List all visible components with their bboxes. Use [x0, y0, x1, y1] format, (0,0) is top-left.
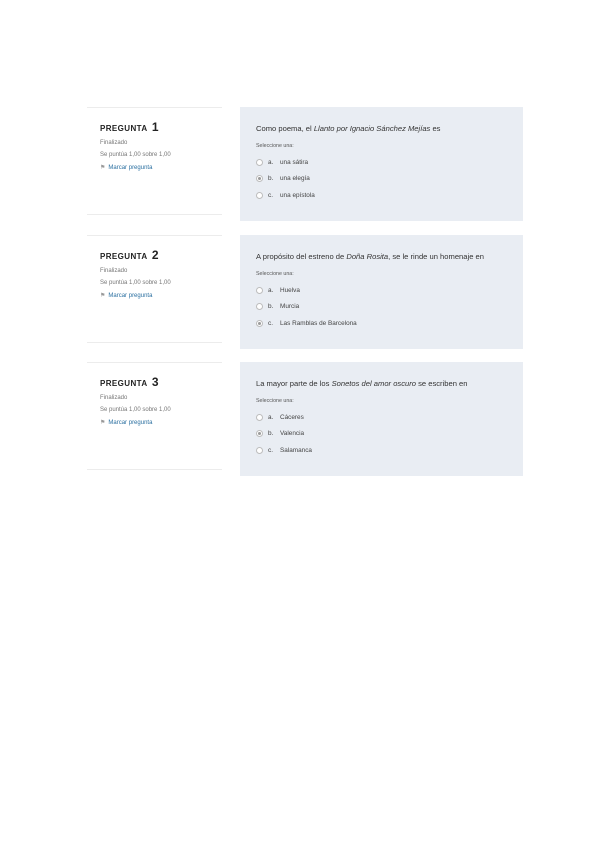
option-letter: a.	[268, 286, 274, 294]
question-content	[240, 235, 523, 349]
option-text: Valencia	[280, 430, 305, 438]
flag-icon: ⚑	[100, 293, 106, 299]
question-number-value: 1	[151, 120, 159, 134]
option-letter: c.	[268, 446, 273, 454]
question-text-part: , se le rinde un homenaje en	[388, 252, 484, 261]
question-number	[100, 375, 222, 389]
question-text-emphasis: Llanto por Ignacio Sánchez Mejías	[313, 124, 431, 133]
answer-option[interactable]	[256, 282, 507, 299]
answer-option[interactable]	[256, 315, 507, 332]
answer-option[interactable]	[256, 299, 507, 316]
question-text	[256, 251, 507, 262]
answer-option[interactable]	[256, 409, 507, 426]
radio-button[interactable]	[256, 287, 263, 294]
flag-question-link[interactable]	[100, 292, 222, 299]
question-number-value: 3	[151, 375, 159, 389]
question-text	[256, 378, 507, 389]
flag-icon: ⚑	[100, 420, 106, 426]
question-grade: Se puntúa 1,00 sobre 1,00	[100, 407, 171, 413]
question-state: Finalizado	[100, 140, 128, 146]
answer-prompt: Seleccione una:	[256, 143, 294, 149]
answer-prompt: Seleccione una:	[256, 271, 294, 277]
answer-option[interactable]	[256, 442, 507, 459]
option-text: una elegía	[280, 175, 310, 183]
answer-options	[256, 282, 507, 332]
flag-label: Marcar pregunta	[108, 420, 153, 426]
answer-option[interactable]	[256, 154, 507, 171]
radio-button[interactable]	[256, 159, 263, 166]
question-grade: Se puntúa 1,00 sobre 1,00	[100, 280, 171, 286]
option-letter: b.	[268, 430, 274, 438]
flag-question-link[interactable]	[100, 419, 222, 426]
option-letter: b.	[268, 175, 274, 183]
question-content	[240, 362, 523, 476]
option-text: Murcia	[280, 303, 300, 311]
radio-button[interactable]	[256, 175, 263, 182]
answer-option[interactable]	[256, 426, 507, 443]
question-label: PREGUNTA	[100, 379, 148, 388]
question-text	[256, 123, 507, 134]
question-state: Finalizado	[100, 268, 128, 274]
flag-question-link[interactable]	[100, 164, 222, 171]
question-info	[87, 362, 222, 470]
option-letter: b.	[268, 303, 274, 311]
option-text: Las Ramblas de Barcelona	[280, 319, 357, 327]
question-text-emphasis: Sonetos del amor oscuro	[331, 379, 416, 388]
option-text: Huelva	[280, 286, 300, 294]
question-state: Finalizado	[100, 395, 128, 401]
question-content	[240, 107, 523, 221]
question-number	[100, 248, 222, 262]
radio-button[interactable]	[256, 430, 263, 437]
answer-prompt: Seleccione una:	[256, 398, 294, 404]
flag-icon: ⚑	[100, 165, 106, 171]
flag-label: Marcar pregunta	[108, 293, 153, 299]
question-text-part: se escriben en	[415, 379, 468, 388]
radio-button[interactable]	[256, 447, 263, 454]
answer-option[interactable]	[256, 187, 507, 204]
option-text: Salamanca	[280, 446, 312, 454]
radio-button[interactable]	[256, 320, 263, 327]
question-text-part: A propósito del estreno de	[256, 252, 347, 261]
question-number	[100, 120, 222, 134]
question-label: PREGUNTA	[100, 252, 148, 261]
flag-label: Marcar pregunta	[108, 165, 153, 171]
answer-options	[256, 154, 507, 204]
question-text-part: La mayor parte de los	[256, 379, 332, 388]
radio-button[interactable]	[256, 303, 263, 310]
answer-option[interactable]	[256, 171, 507, 188]
question-info	[87, 235, 222, 343]
answer-options	[256, 409, 507, 459]
option-text: una epístola	[280, 191, 315, 199]
option-letter: a.	[268, 413, 274, 421]
option-letter: a.	[268, 158, 274, 166]
question-text-part: Como poema, el	[256, 124, 314, 133]
option-letter: c.	[268, 319, 273, 327]
question-grade: Se puntúa 1,00 sobre 1,00	[100, 152, 171, 158]
question-label: PREGUNTA	[100, 124, 148, 133]
option-text: una sátira	[280, 158, 309, 166]
question-text-part: es	[430, 124, 441, 133]
radio-button[interactable]	[256, 414, 263, 421]
option-letter: c.	[268, 191, 273, 199]
question-text-emphasis: Doña Rosita	[346, 252, 389, 261]
question-number-value: 2	[151, 248, 159, 262]
question-info	[87, 107, 222, 215]
option-text: Cáceres	[280, 413, 304, 421]
radio-button[interactable]	[256, 192, 263, 199]
